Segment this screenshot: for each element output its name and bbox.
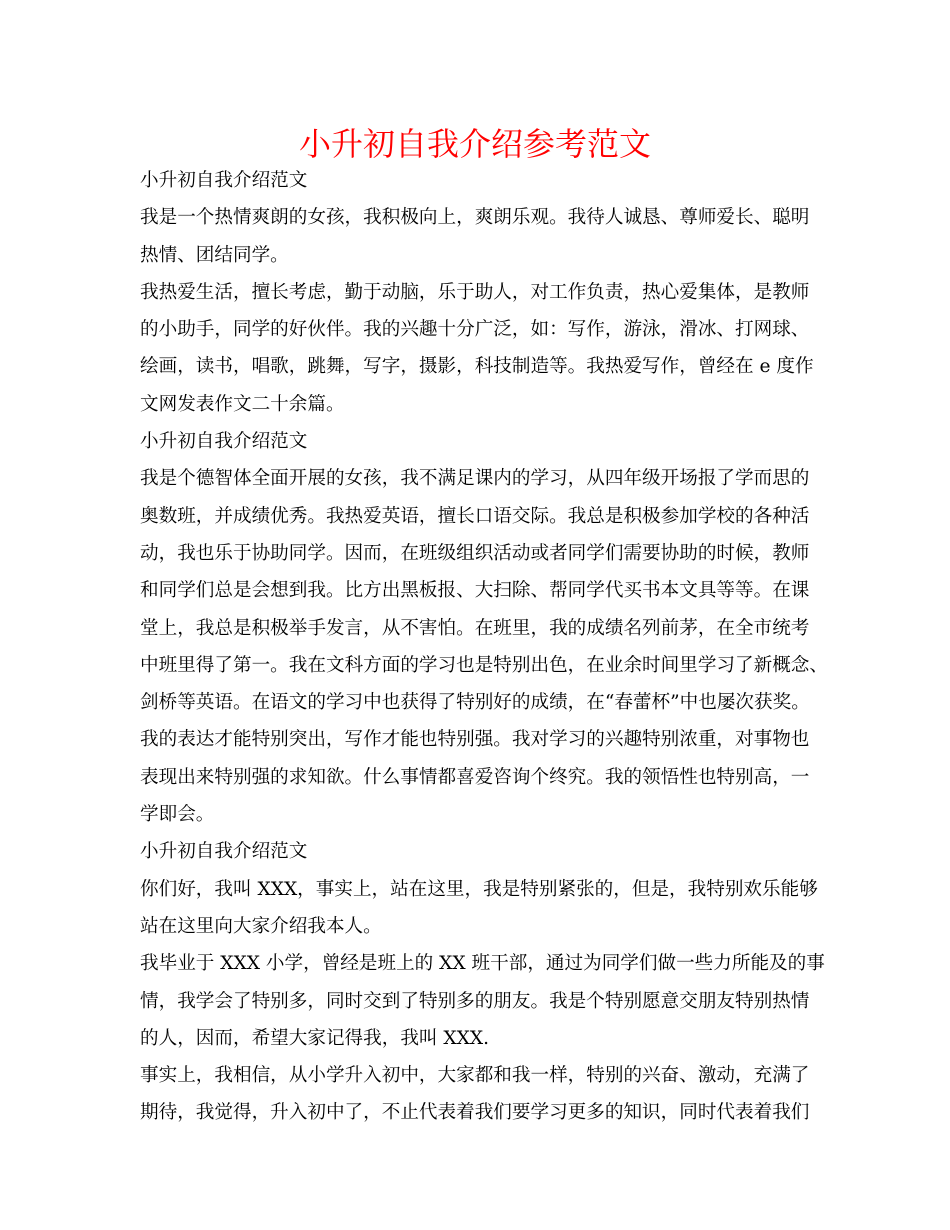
text-line: 我的表达才能特别突出，写作才能也特别强。我对学习的兴趣特别浓重，对事物也 [140,729,810,751]
text-line: 情，我学会了特别多，同时交到了特别多的朋友。我是个特别愿意交朋友特别热情 [140,990,810,1012]
text-line: 期待，我觉得，升入初中了，不止代表着我们要学习更多的知识，同时代表着我们 [140,1102,810,1124]
text-line: 事实上，我相信，从小学升入初中，大家都和我一样，特别的兴奋、激动，充满了 [140,1065,810,1087]
text-line: 我热爱生活，擅长考虑，勤于动脑，乐于助人，对工作负责，热心爱集体，是教师 [140,281,810,303]
text-line: 你们好，我叫 XXX，事实上，站在这里，我是特别紧张的，但是，我特别欢乐能够 [140,878,818,900]
text-line: 小升初自我介绍范文 [140,841,308,863]
text-line: 表现出来特别强的求知欲。什么事情都喜爱咨询个终究。我的领悟性也特别高，一 [140,766,810,788]
text-line: 文网发表作文二十余篇。 [140,393,345,415]
text-line: 小升初自我介绍范文 [140,170,308,191]
text-line: 我是一个热情爽朗的女孩，我积极向上，爽朗乐观。我待人诚恳、尊师爱长、聪明 [140,207,810,229]
text-line: 和同学们总是会想到我。比方出黑板报、大扫除、帮同学代买书本文具等等。在课 [140,580,810,602]
text-line: 的小助手，同学的好伙伴。我的兴趣十分广泛，如：写作，游泳，滑冰、打网球、 [140,319,810,341]
text-line: 我是个德智体全面开展的女孩，我不满足课内的学习，从四年级开场报了学而思的 [140,468,810,490]
document-title: 小升初自我介绍参考范文 [298,125,651,163]
text-line: 剑桥等英语。在语文的学习中也获得了特别好的成绩，在“春蕾杯”中也屡次获奖。 [140,692,810,714]
text-line: 堂上，我总是积极举手发言，从不害怕。在班里，我的成绩名列前茅，在全市统考 [140,617,810,639]
text-line: 中班里得了第一。我在文科方面的学习也是特别出色，在业余时间里学习了新概念、 [140,654,828,676]
text-line: 动，我也乐于协助同学。因而，在班级组织活动或者同学们需要协助的时候，教师 [140,542,810,564]
text-line: 绘画，读书，唱歌，跳舞，写字，摄影，科技制造等。我热爱写作，曾经在 e 度作 [140,356,814,378]
document-body [140,162,828,1132]
text-line: 小升初自我介绍范文 [140,431,308,453]
text-line: 奥数班，并成绩优秀。我热爱英语，擅长口语交际。我总是积极参加学校的各种活 [140,505,810,527]
text-line: 的人，因而，希望大家记得我，我叫 XXX. [140,1027,490,1049]
text-line: 我毕业于 XXX 小学，曾经是班上的 XX 班干部，通过为同学们做一些力所能及的事 [140,953,825,975]
text-line: 热情、团结同学。 [140,244,289,266]
text-line: 学即会。 [140,804,215,826]
text-line: 站在这里向大家介绍我本人。 [140,915,382,937]
